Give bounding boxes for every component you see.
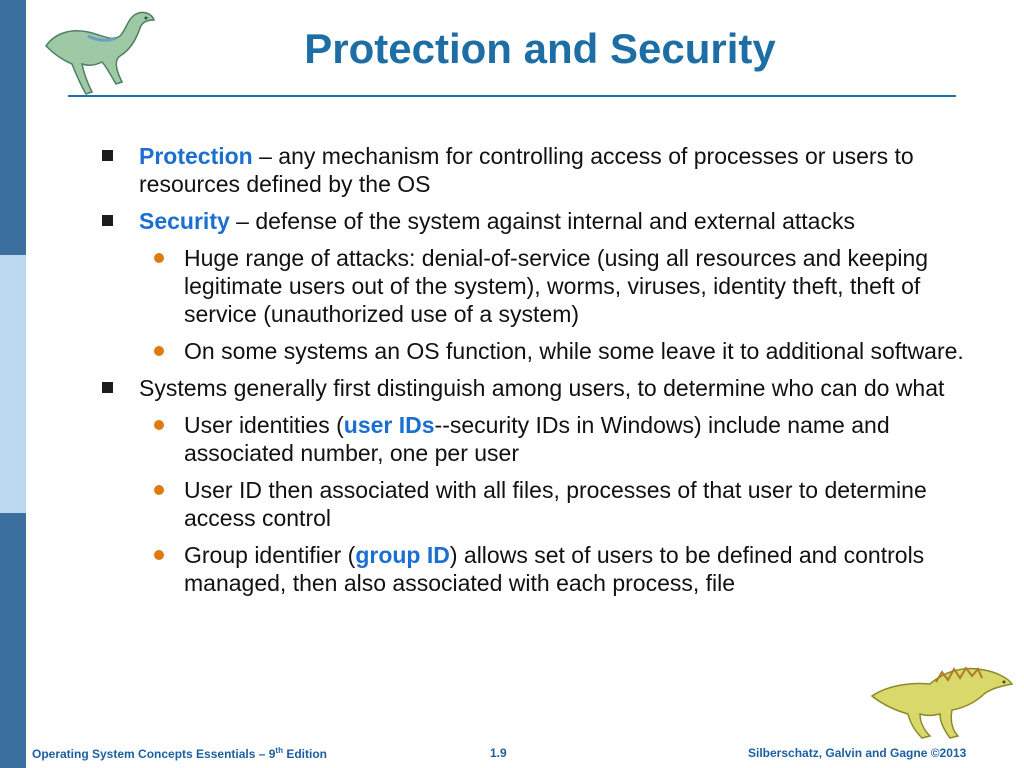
slide-content — [100, 142, 980, 606]
circle-bullet-icon — [154, 420, 164, 430]
bullet-text: User ID then associated with all files, processes of that user to determine access control — [184, 477, 927, 531]
sub-bullet-item — [100, 337, 980, 365]
bullet-prefix: User identities ( — [184, 412, 344, 438]
footer-authors: Silberschatz, Galvin and Gagne ©2013 — [748, 746, 967, 760]
bullet-text: Huge range of attacks: denial-of-service (using all resources and keeping legitimate users out of the system), worms, viruses, identity theft, theft of service (unauthorized use of a system) — [184, 245, 929, 327]
left-sidebar-band — [0, 0, 26, 768]
circle-bullet-icon — [154, 485, 164, 495]
bullet-item — [100, 142, 980, 198]
circle-bullet-icon — [154, 346, 164, 356]
page-number: 1.9 — [490, 746, 507, 760]
dinosaur-top-icon — [36, 6, 158, 98]
footer-edition-sup: th — [275, 746, 283, 755]
square-bullet-icon — [102, 150, 113, 161]
bullet-text: Systems generally first distinguish among users, to determine who can do what — [139, 375, 945, 401]
sub-bullet-item — [100, 476, 980, 532]
title-divider — [68, 95, 956, 97]
square-bullet-icon — [102, 382, 113, 393]
circle-bullet-icon — [154, 550, 164, 560]
bullet-text: --security IDs in Windows) include name and associated number, one per user — [184, 412, 890, 466]
footer-book-title-text: Operating System Concepts Essentials – 9 — [32, 747, 276, 761]
bullet-text: On some systems an OS function, while some leave it to additional software. — [184, 338, 964, 364]
keyword: Protection — [139, 143, 253, 169]
sidebar-segment-bottom — [0, 513, 26, 768]
square-bullet-icon — [102, 215, 113, 226]
sidebar-segment-middle — [0, 255, 26, 513]
sub-bullet-item — [100, 244, 980, 328]
keyword: user IDs — [343, 412, 435, 438]
keyword: group ID — [355, 542, 450, 568]
footer-book-title — [32, 746, 327, 761]
bullet-text: – any mechanism for controlling access of processes or users to resources defined by the OS — [139, 143, 914, 197]
keyword: Security — [139, 208, 230, 234]
dinosaur-bottom-icon — [866, 660, 1016, 740]
bullet-prefix: Group identifier ( — [184, 542, 356, 568]
sub-bullet-item — [100, 411, 980, 467]
bullet-text: – defense of the system against internal and external attacks — [229, 208, 855, 234]
bullet-item — [100, 374, 980, 402]
circle-bullet-icon — [154, 253, 164, 263]
bullet-text: ) allows set of users to be defined and controls managed, then also associated with each process, file — [184, 542, 925, 596]
sub-bullet-item — [100, 541, 980, 597]
footer-edition-text: Edition — [282, 747, 327, 761]
sidebar-segment-top — [0, 0, 26, 255]
slide-title: Protection and Security — [304, 25, 776, 72]
bullet-item — [100, 207, 980, 235]
